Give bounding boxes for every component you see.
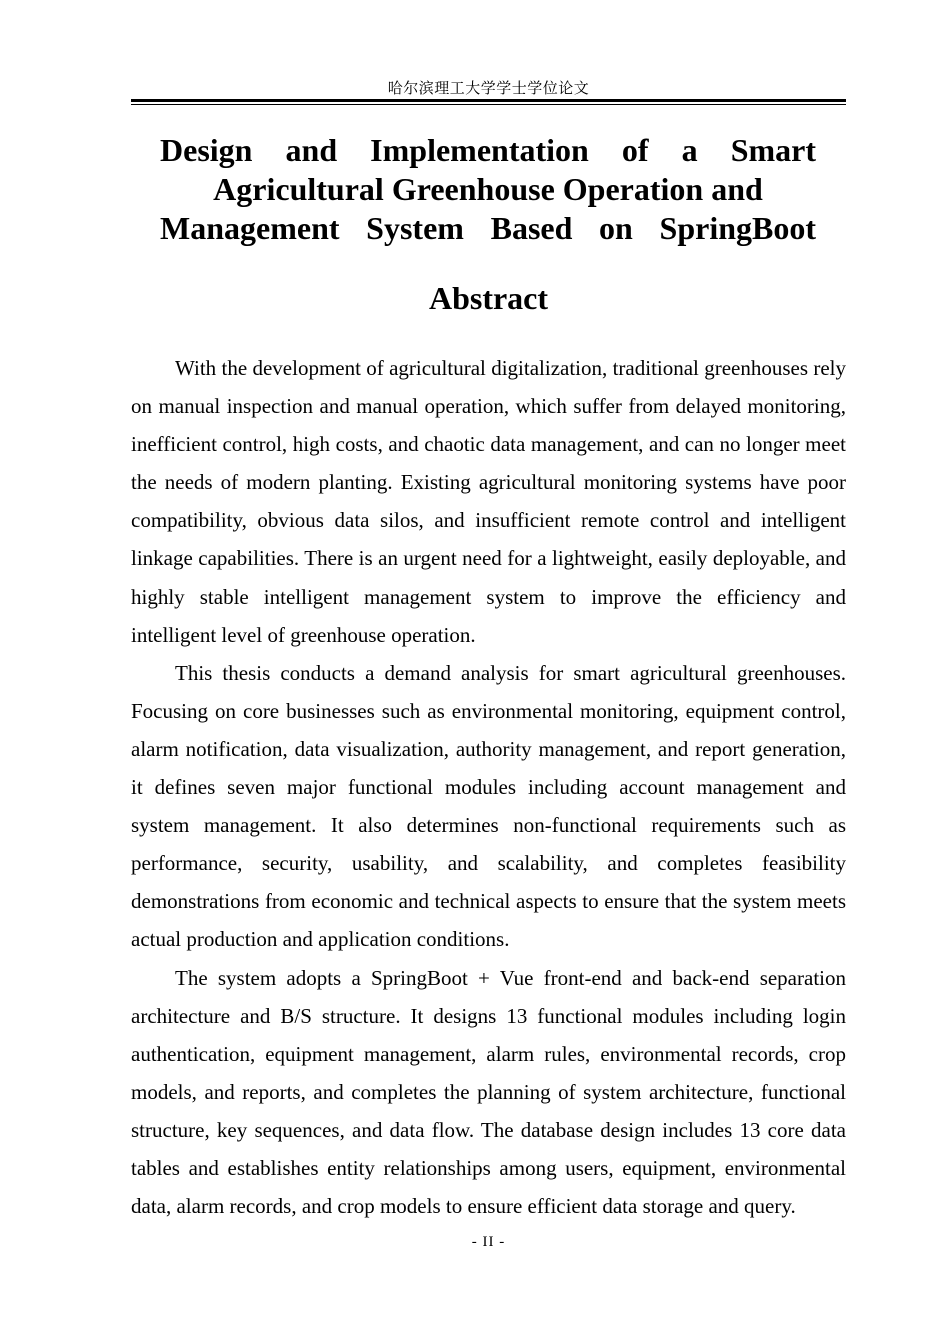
- abstract-paragraph-2: This thesis conducts a demand analysis for smart agricultural greenhouses. Focusing on core businesses such as environmental monitoring, equipment control, alarm notification, data visualization, authority management, and report generation, it defines seven major functional modules including account management and system management. It also determines non-functional requirements such as performance, security, usability, and scalability, and completes feasibility demonstrations from economic and technical aspects to ensure that the system meets actual production and application conditions.: [131, 660, 846, 952]
- thesis-title: [160, 131, 816, 248]
- page-number: - II -: [471, 1234, 506, 1250]
- header-rule-thick: [131, 99, 846, 102]
- title-line-1: Design and Implementation of a Smart: [160, 132, 816, 168]
- abstract-body: [131, 349, 846, 1225]
- title-line-2: Agricultural Greenhouse Operation and: [213, 171, 763, 207]
- abstract-paragraph-3: The system adopts a SpringBoot + Vue front-end and back-end separation architecture and B/S structure. It designs 13 functional modules including login authentication, equipment management, alarm rules, environmental records, crop models, and reports, and completes the planning of system architecture, functional structure, key sequences, and data flow. The database design includes 13 core data tables and establishes entity relationships among users, equipment, environmental data, alarm records, and crop models to ensure efficient data storage and query.: [131, 965, 846, 1219]
- title-line-3: Management System Based on SpringBoot: [160, 210, 816, 246]
- running-header: 哈尔滨理工大学学士学位论文: [387, 79, 590, 97]
- abstract-paragraph-1: With the development of agricultural digitalization, traditional greenhouses rely on manual inspection and manual operation, which suffer from delayed monitoring, inefficient control, high costs, and chaotic data management, and can no longer meet the needs of modern planting. Existing agricultural monitoring systems have poor compatibility, obvious data silos, and insufficient remote control and intelligent linkage capabilities. There is an urgent need for a lightweight, easily deployable, and highly stable intelligent management system to improve the efficiency and intelligent level of greenhouse operation.: [131, 356, 846, 647]
- abstract-heading: Abstract: [428, 280, 549, 316]
- header-rule-thin: [131, 104, 846, 105]
